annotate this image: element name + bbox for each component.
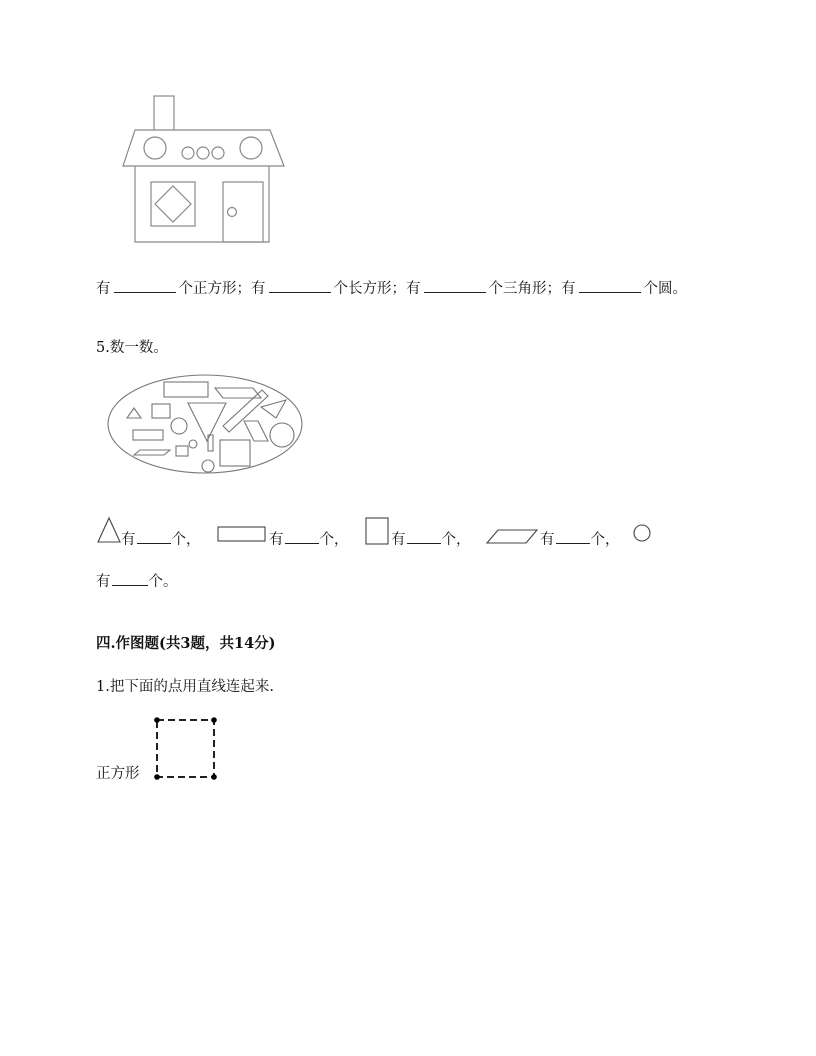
q5-text-have-3: 有	[391, 532, 406, 548]
section-heading: 四.作图题(共3题，共14分)	[96, 635, 276, 652]
q5-text-unit-4: 个，	[590, 532, 620, 548]
q4-text-4: 个三角形；有	[488, 281, 576, 297]
q5-title: 5.数一数。	[96, 340, 168, 356]
q5-text-have-4: 有	[540, 532, 555, 548]
d1-title: 1.把下面的点用直线连起来.	[96, 679, 274, 695]
q5-text-unit-2: 个，	[319, 532, 349, 548]
q5-text-unit-5: 个。	[148, 574, 178, 590]
q4-text-2: 个正方形；有	[178, 281, 266, 297]
q5-text-have-2: 有	[269, 532, 284, 548]
q5-text-have-1: 有	[121, 532, 136, 548]
q5-text-unit-1: 个，	[171, 532, 201, 548]
dot-bottom-left	[154, 774, 160, 780]
dot-top-left	[154, 717, 160, 723]
q5-text-have-5: 有	[96, 574, 111, 590]
d1-label: 正方形	[96, 766, 140, 782]
q5-text-unit-3: 个，	[441, 532, 471, 548]
dot-top-right	[211, 717, 217, 723]
q4-text-5: 个圆。	[643, 281, 687, 297]
dashed-square	[157, 720, 214, 777]
q4-text-3: 个长方形；有	[333, 281, 421, 297]
q4-text-1: 有	[96, 281, 111, 297]
dot-bottom-right	[211, 774, 217, 780]
